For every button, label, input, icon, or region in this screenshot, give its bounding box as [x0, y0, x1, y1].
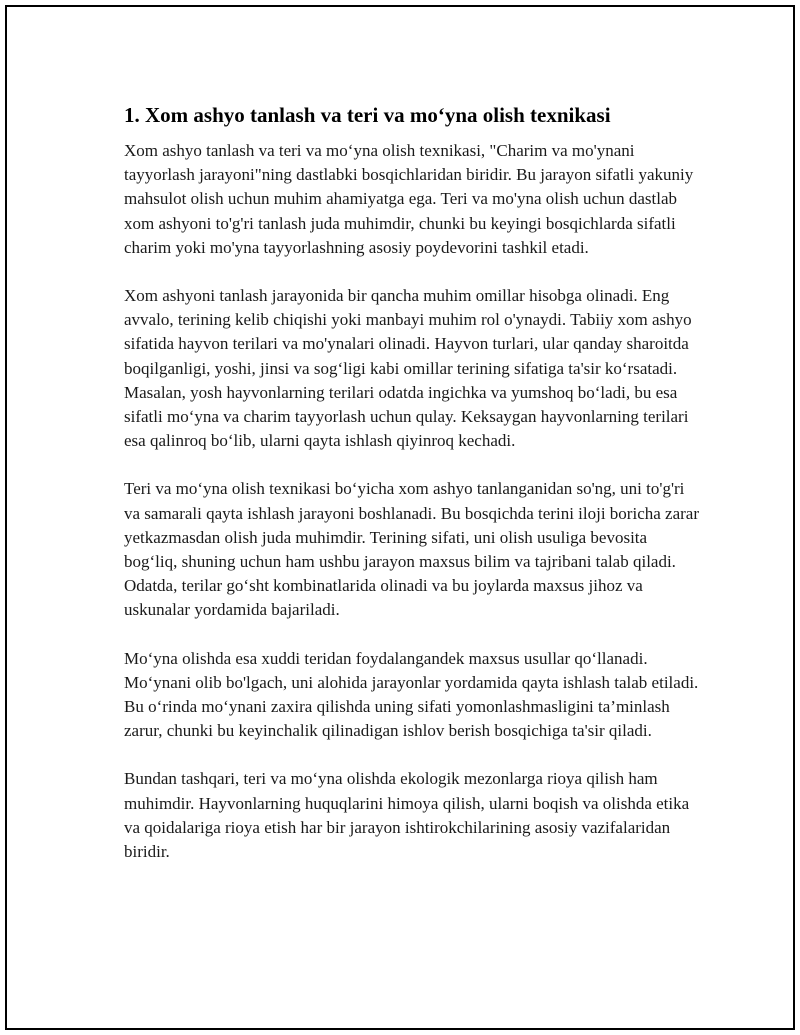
paragraph-5: Bundan tashqari, teri va mo‘yna olishda ekologik mezonlarga rioya qilish ham muhimdir. Hayvonlarning huquqlarini himoya qilish, ularni boqish va olishda etika va qoidalariga rioya etish har bir jarayon ishtirokchilarining asosiy vazifalaridan biridir.: [124, 769, 690, 862]
page-frame: [5, 5, 795, 1030]
paragraph-4: Mo‘yna olishda esa xuddi teridan foydalangandek maxsus usullar qo‘llanadi. Mo‘ynani olib bo'lgach, uni alohida jarayonlar yordamida qayta ishlash talab etiladi. Bu o‘rinda mo‘ynani zaxira qilishda uning sifati yomonlashmasligini ta’minlash zarur, chunki bu keyinchalik qilinadigan ishlov berish bosqichiga ta'sir qiladi.: [124, 648, 699, 741]
section-title: 1. Xom ashyo tanlash va teri va mo‘yna olish texnikasi: [124, 103, 611, 127]
paragraph-3: Teri va mo‘yna olish texnikasi bo‘yicha xom ashyo tanlanganidan so'ng, uni to'g'ri va samarali qayta ishlash jarayoni boshlanadi. Bu bosqichda terini iloji boricha zarar yetkazmasdan olish juda muhimdir. Terining sifati, uni olish usuliga bevosita bog‘liq, shuning uchun ham ushbu jarayon maxsus bilim va tajribani talab qiladi. Odatda, terilar go‘sht kombinatlarida olinadi va bu joylarda maxsus jihoz va uskunalar yordamida bajariladi.: [124, 479, 699, 620]
document-body: [124, 101, 704, 888]
paragraph-1: Xom ashyo tanlash va teri va mo‘yna olish texnikasi, "Charim va mo'ynani tayyorlash jarayoni"ning dastlabki bosqichlaridan biridir. Bu jarayon sifatli yakuniy mahsulot olish uchun muhim ahamiyatga ega. Teri va mo'yna olish uchun dastlab xom ashyoni to'g'ri tanlash juda muhimdir, chunki bu keyingi bosqichlarda sifatli charim yoki mo'yna tayyorlashning asosiy poydevorini tashkil etadi.: [124, 141, 694, 257]
paragraph-2: Xom ashyoni tanlash jarayonida bir qancha muhim omillar hisobga olinadi. Eng avvalo, terining kelib chiqishi yoki manbayi muhim rol o'ynaydi. Tabiiy xom ashyo sifatida hayvon terilari va mo'ynalari olinadi. Hayvon turlari, ular qanday sharoitda boqilganligi, yoshi, jinsi va sog‘ligi kabi omillar terining sifatiga ta'sir ko‘rsatadi. Masalan, yosh hayvonlarning terilari odatda ingichka va yumshoq bo‘ladi, bu esa sifatli mo‘yna va charim tayyorlash uchun qulay. Keksaygan hayvonlarning terilari esa qalinroq bo‘lib, ularni qayta ishlash qiyinroq kechadi.: [124, 286, 692, 451]
